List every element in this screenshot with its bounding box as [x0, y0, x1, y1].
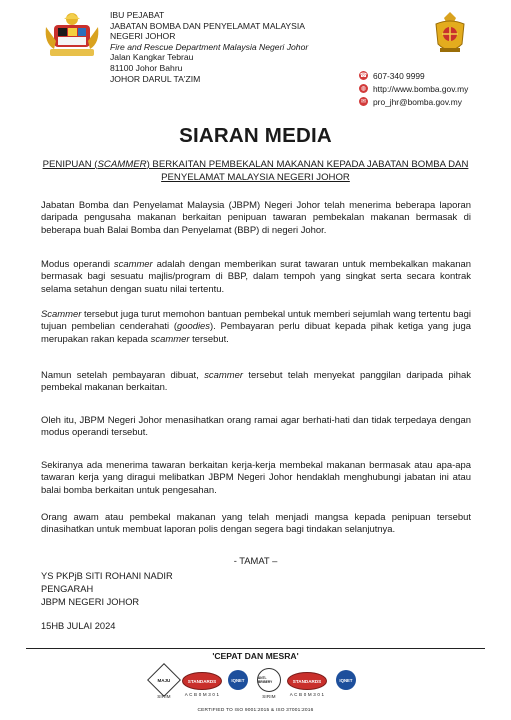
- paragraph-text: tersebut telah menyekat panggilan daripada pihak pembekal makanan berkaitan.: [41, 370, 471, 394]
- email-link[interactable]: pro_jhr@bomba.gov.my: [373, 96, 462, 107]
- header-line: IBU PEJABAT: [110, 10, 165, 20]
- paragraph-emphasis: scammer: [150, 333, 190, 345]
- phone-text: 607-340 9999: [373, 70, 425, 81]
- paragraph-1: [41, 200, 471, 237]
- phone-icon: ☎: [359, 72, 368, 79]
- paragraph-text: Jabatan Bomba dan Penyelamat Malaysia (JBPM) Negeri Johor telah menerima beberapa laporan daripada pengusaha makanan berkaitan penipuan tawaran pembekalan makanan bermasak di beberapa buah Balai Bomba dan Penyelamat (BBP) di negeri Johor.: [41, 200, 471, 236]
- paragraph-text: ). Pembayaran perlu dibuat kepada pihak ketiga yang juga merupakan rakan kepada: [41, 321, 471, 345]
- antibribery-badge-icon: [254, 668, 284, 699]
- paragraph-emphasis: Scammer: [41, 309, 82, 320]
- contact-phone: [359, 69, 468, 82]
- signature-block: [41, 570, 173, 633]
- badge-text: MAJU: [157, 677, 171, 683]
- iqnet-badge-icon: [335, 670, 357, 690]
- contact-list: [359, 69, 468, 108]
- web-link[interactable]: http://www.bomba.gov.my: [373, 83, 469, 94]
- page-title: SIARAN MEDIA: [179, 124, 332, 147]
- subject-post: ) BERKAITAN PEMBEKALAN MAKANAN KEPADA JABATAN BOMBA DAN PENYELAMAT MALAYSIA NEGERI JOHOR: [146, 159, 469, 183]
- paragraph-7: [41, 512, 471, 537]
- header-line: NEGERI JOHOR: [110, 31, 176, 42]
- badge-text: IQNET: [231, 677, 245, 683]
- release-date: 15HB JULAI 2024: [41, 620, 116, 631]
- paragraph-emphasis: scammer: [204, 370, 243, 381]
- badge-caption: A C B 0 M 3 0 1: [184, 692, 220, 697]
- email-icon: ✉: [360, 98, 367, 105]
- badge-text: STANDARDS: [187, 678, 217, 684]
- signatory-position: PENGARAH: [41, 584, 94, 595]
- header-line: JOHOR DARUL TA'ZIM: [110, 73, 201, 84]
- paragraph-6: [41, 460, 471, 497]
- coat-of-arms-logo: [42, 11, 102, 61]
- sirim-badge-icon: [150, 668, 178, 699]
- bomba-emblem-logo: [430, 10, 470, 58]
- paragraph-text: Oleh itu, JBPM Negeri Johor menasihatkan orang ramai agar berhati-hati dan tidak terpedaya dengan modus operandi tersebut.: [41, 415, 471, 439]
- header-line: Fire and Rescue Department Malaysia Negeri Johor: [110, 41, 309, 52]
- header-line: JABATAN BOMBA DAN PENYELAMAT MALAYSIA: [110, 20, 306, 31]
- paragraph-4: [41, 370, 471, 395]
- subject-heading: [34, 159, 477, 184]
- paragraph-emphasis: scammer: [113, 259, 153, 270]
- paragraph-text: adalah dengan memberikan surat tawaran untuk membekalkan makanan bermasak bagi sesuatu majlis/program di BBP, dalam tempoh yang singkat serta secara kontrak selama setahun dengan suatu nilai tertentu.: [41, 259, 471, 295]
- paragraph-text: Sekiranya ada menerima tawaran berkaitan kerja-kerja membekal makanan bermasak atau apa-apa tawaran kerja yang diragui melibatkan JBPM Negeri Johor hendaklah menghubungi jabatan ini atau balai bomba berkaitan untuk pengesahan.: [41, 460, 471, 496]
- end-marker: - TAMAT –: [233, 555, 278, 566]
- badge-caption: A C B 0 M 3 0 1: [289, 692, 325, 697]
- signatory-name: YS PKPjB SITI ROHANI NADIR: [41, 571, 173, 581]
- header-line: Jalan Kangkar Tebrau: [110, 52, 194, 63]
- badge-text: ANTI-BRIBERY: [258, 676, 273, 684]
- paragraph-5: [41, 415, 471, 440]
- paragraph-text: Modus operandi: [41, 259, 114, 270]
- header-line: 81100 Johor Bahru: [110, 62, 183, 73]
- subject-pre: PENIPUAN (: [42, 159, 98, 170]
- paragraph-text: tersebut juga turut memohon bantuan pembekal untuk memberi sejumlah wang tertentu bagi tujuan pembelian cenderahati (: [41, 309, 471, 333]
- badge-text: STANDARDS: [292, 678, 322, 684]
- badge-text: IQNET: [339, 677, 353, 683]
- paragraph-text: tersebut.: [189, 333, 229, 345]
- web-icon: ◍: [360, 85, 367, 92]
- standards-badge-icon: [287, 672, 327, 697]
- subject-em: SCAMMER: [97, 159, 147, 170]
- badge-caption: SIRIM: [157, 694, 171, 699]
- paragraph-text: Namun setelah pembayaran dibuat,: [41, 370, 205, 381]
- certified-text: CERTIFIED TO ISO 9001:2015 & ISO 37001:2016: [197, 708, 314, 713]
- signatory-department: JBPM NEGERI JOHOR: [41, 597, 140, 608]
- badge-caption: SIRIM: [262, 694, 276, 699]
- paragraph-text: Orang awam atau pembekal makanan yang telah menjadi mangsa kepada penipuan tersebut dinasihatkan untuk membuat laporan polis dengan segera bagi tindakan selanjutnya.: [41, 512, 471, 536]
- paragraph-3: [41, 309, 471, 346]
- standards-badge-icon: [182, 672, 222, 697]
- paragraph-emphasis: goodies: [176, 321, 211, 333]
- footer-divider: [26, 648, 485, 649]
- letterhead-address: [110, 10, 308, 84]
- iqnet-badge-icon: [227, 670, 249, 690]
- contact-email[interactable]: [359, 95, 468, 108]
- contact-web[interactable]: [359, 82, 468, 95]
- footer-motto: 'CEPAT DAN MESRA': [212, 651, 299, 661]
- cert-badges: [150, 668, 362, 706]
- paragraph-2: [41, 259, 471, 296]
